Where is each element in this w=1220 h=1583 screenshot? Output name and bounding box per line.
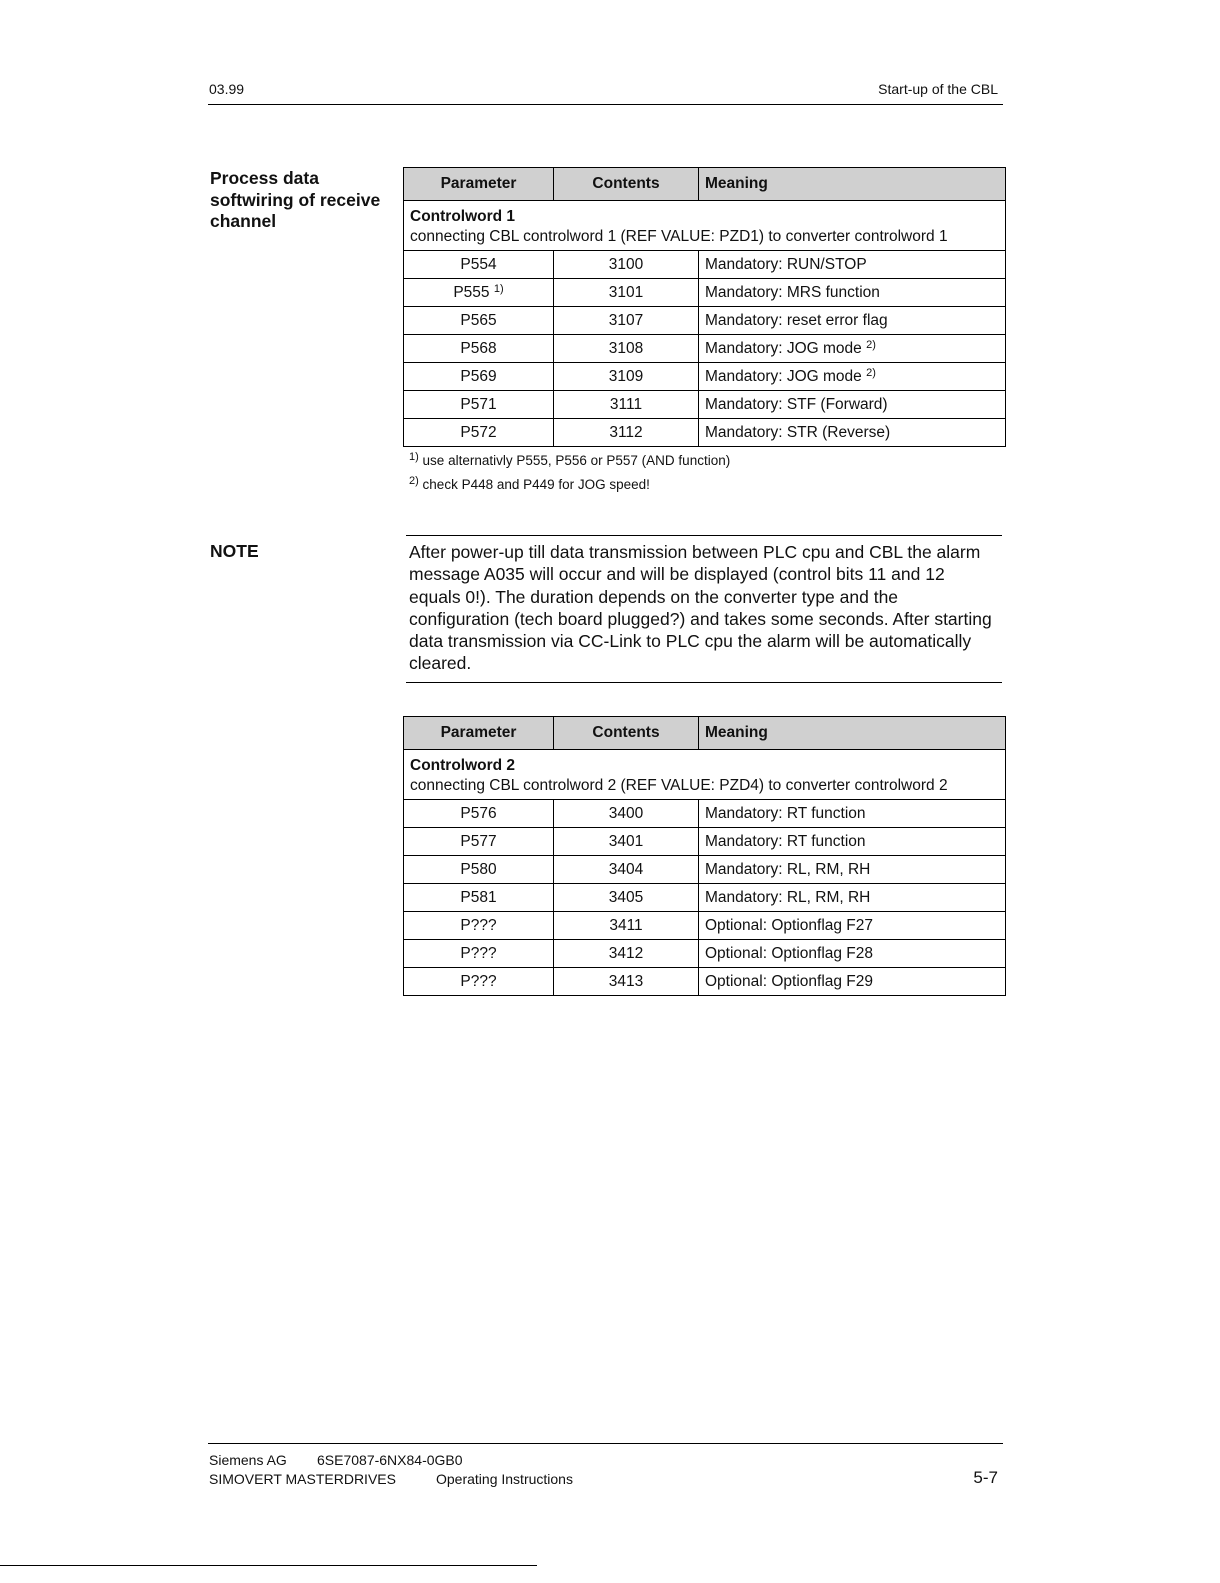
meaning-cell [699, 884, 1006, 912]
meaning-cell [699, 828, 1006, 856]
footnote-ref: 2) [866, 338, 876, 351]
table-row [404, 251, 1006, 279]
table-row [404, 363, 1006, 391]
footer-rule [208, 1443, 1003, 1444]
parameter-cell [404, 251, 554, 279]
meaning-cell [699, 800, 1006, 828]
group-description: connecting CBL controlword 2 (REF VALUE: PZD4) to converter controlword 2 [410, 776, 948, 794]
footnote-mark: 1) [409, 451, 419, 463]
parameter-cell [404, 279, 554, 307]
table-row [404, 912, 1006, 940]
parameter-value: P568 [460, 339, 497, 357]
meaning-cell [699, 940, 1006, 968]
contents-cell: 3109 [554, 363, 699, 391]
footnote-text: check P448 and P449 for JOG speed! [422, 477, 650, 492]
footnote-text: use alternativly P555, P556 or P557 (AND function) [422, 453, 731, 468]
meaning-value: Mandatory: RT function [705, 832, 866, 850]
parameter-value: P555 [453, 283, 490, 301]
parameter-cell [404, 391, 554, 419]
bottom-edge-rule [0, 1565, 537, 1566]
parameter-cell [404, 419, 554, 447]
header-chapter-title: Start-up of the CBL [878, 81, 998, 97]
meaning-cell [699, 251, 1006, 279]
parameter-value: P??? [460, 916, 497, 934]
table-row [404, 884, 1006, 912]
meaning-value: Mandatory: STF (Forward) [705, 395, 888, 413]
meaning-cell [699, 968, 1006, 996]
col-header-parameter: Parameter [404, 168, 554, 201]
meaning-value: Mandatory: JOG mode [705, 367, 862, 385]
contents-cell: 3112 [554, 419, 699, 447]
contents-cell: 3107 [554, 307, 699, 335]
contents-cell: 3401 [554, 828, 699, 856]
parameter-value: P554 [460, 255, 497, 273]
contents-cell: 3111 [554, 391, 699, 419]
footer-company: Siemens AG [209, 1452, 287, 1468]
footnote-1 [409, 453, 730, 468]
contents-cell: 3400 [554, 800, 699, 828]
meaning-cell [699, 856, 1006, 884]
contents-cell: 3108 [554, 335, 699, 363]
contents-cell: 3405 [554, 884, 699, 912]
table-row [404, 940, 1006, 968]
group-description: connecting CBL controlword 1 (REF VALUE: PZD1) to converter controlword 1 [410, 227, 948, 245]
footnote-mark: 2) [409, 475, 419, 487]
meaning-value: Optional: Optionflag F28 [705, 944, 874, 962]
parameter-cell [404, 968, 554, 996]
meaning-cell [699, 363, 1006, 391]
header-rule [208, 104, 1003, 105]
parameter-value: P569 [460, 367, 497, 385]
meaning-value: Mandatory: RL, RM, RH [705, 888, 871, 906]
controlword1-table [403, 167, 1006, 447]
parameter-value: P581 [460, 888, 497, 906]
group-cell [404, 201, 1006, 251]
page-number: 5-7 [973, 1468, 998, 1487]
meaning-value: Mandatory: STR (Reverse) [705, 423, 891, 441]
contents-cell: 3413 [554, 968, 699, 996]
parameter-value: P576 [460, 804, 497, 822]
group-title: Controlword 1 [410, 207, 516, 225]
controlword2-table [403, 716, 1006, 996]
table-row [404, 419, 1006, 447]
meaning-value: Mandatory: reset error flag [705, 311, 888, 329]
parameter-value: P577 [460, 832, 497, 850]
parameter-cell [404, 940, 554, 968]
header-date: 03.99 [209, 81, 245, 97]
footer-product: SIMOVERT MASTERDRIVES [209, 1471, 396, 1487]
meaning-value: Mandatory: RUN/STOP [705, 255, 867, 273]
meaning-cell [699, 419, 1006, 447]
parameter-cell [404, 884, 554, 912]
parameter-value: P??? [460, 944, 497, 962]
meaning-cell [699, 279, 1006, 307]
parameter-value: P580 [460, 860, 497, 878]
table-row [404, 800, 1006, 828]
group-title: Controlword 2 [410, 756, 516, 774]
contents-cell: 3404 [554, 856, 699, 884]
table-header-row [404, 717, 1006, 750]
table-row [404, 335, 1006, 363]
table-row [404, 391, 1006, 419]
parameter-cell [404, 363, 554, 391]
table-row [404, 968, 1006, 996]
contents-cell: 3412 [554, 940, 699, 968]
col-header-contents: Contents [554, 168, 699, 201]
col-header-meaning: Meaning [699, 717, 1006, 750]
footer-order-number: 6SE7087-6NX84-0GB0 [317, 1452, 463, 1468]
contents-cell: 3411 [554, 912, 699, 940]
section-title: Process data softwiring of receive channel [210, 168, 381, 231]
meaning-value: Mandatory: JOG mode [705, 339, 862, 357]
note-text: After power-up till data transmission between PLC cpu and CBL the alarm message A035 will occur and will be displayed (control bits 11 and 12 equals 0!). The duration depends on the converter type and the configuration (tech board plugged?) and takes some seconds. After starting data transmission via CC-Link to PLC cpu the alarm will be automatically cleared. [409, 542, 992, 674]
table-row [404, 828, 1006, 856]
meaning-cell [699, 335, 1006, 363]
contents-cell: 3100 [554, 251, 699, 279]
table-row [404, 856, 1006, 884]
parameter-cell [404, 800, 554, 828]
group-cell [404, 750, 1006, 800]
note-label: NOTE [210, 541, 259, 561]
parameter-value: P565 [460, 311, 497, 329]
parameter-cell [404, 335, 554, 363]
parameter-cell [404, 856, 554, 884]
meaning-value: Mandatory: RL, RM, RH [705, 860, 871, 878]
contents-cell: 3101 [554, 279, 699, 307]
footer-doc-type: Operating Instructions [436, 1471, 573, 1487]
meaning-cell [699, 391, 1006, 419]
meaning-cell [699, 307, 1006, 335]
table-row [404, 307, 1006, 335]
parameter-value: P572 [460, 423, 497, 441]
parameter-cell [404, 912, 554, 940]
footnote-ref: 1) [493, 282, 504, 295]
group-row [404, 201, 1006, 251]
parameter-value: P571 [460, 395, 497, 413]
table-row [404, 279, 1006, 307]
parameter-cell [404, 828, 554, 856]
meaning-value: Mandatory: MRS function [705, 283, 880, 301]
col-header-contents: Contents [554, 717, 699, 750]
note-top-rule [406, 535, 1002, 536]
footnote-ref: 2) [866, 366, 876, 379]
col-header-parameter: Parameter [404, 717, 554, 750]
meaning-cell [699, 912, 1006, 940]
parameter-cell [404, 307, 554, 335]
note-bottom-rule [406, 682, 1002, 683]
meaning-value: Optional: Optionflag F29 [705, 972, 874, 990]
meaning-value: Optional: Optionflag F27 [705, 916, 874, 934]
col-header-meaning: Meaning [699, 168, 1006, 201]
meaning-value: Mandatory: RT function [705, 804, 866, 822]
footnote-2 [409, 477, 650, 492]
group-row [404, 750, 1006, 800]
table-header-row [404, 168, 1006, 201]
parameter-value: P??? [460, 972, 497, 990]
